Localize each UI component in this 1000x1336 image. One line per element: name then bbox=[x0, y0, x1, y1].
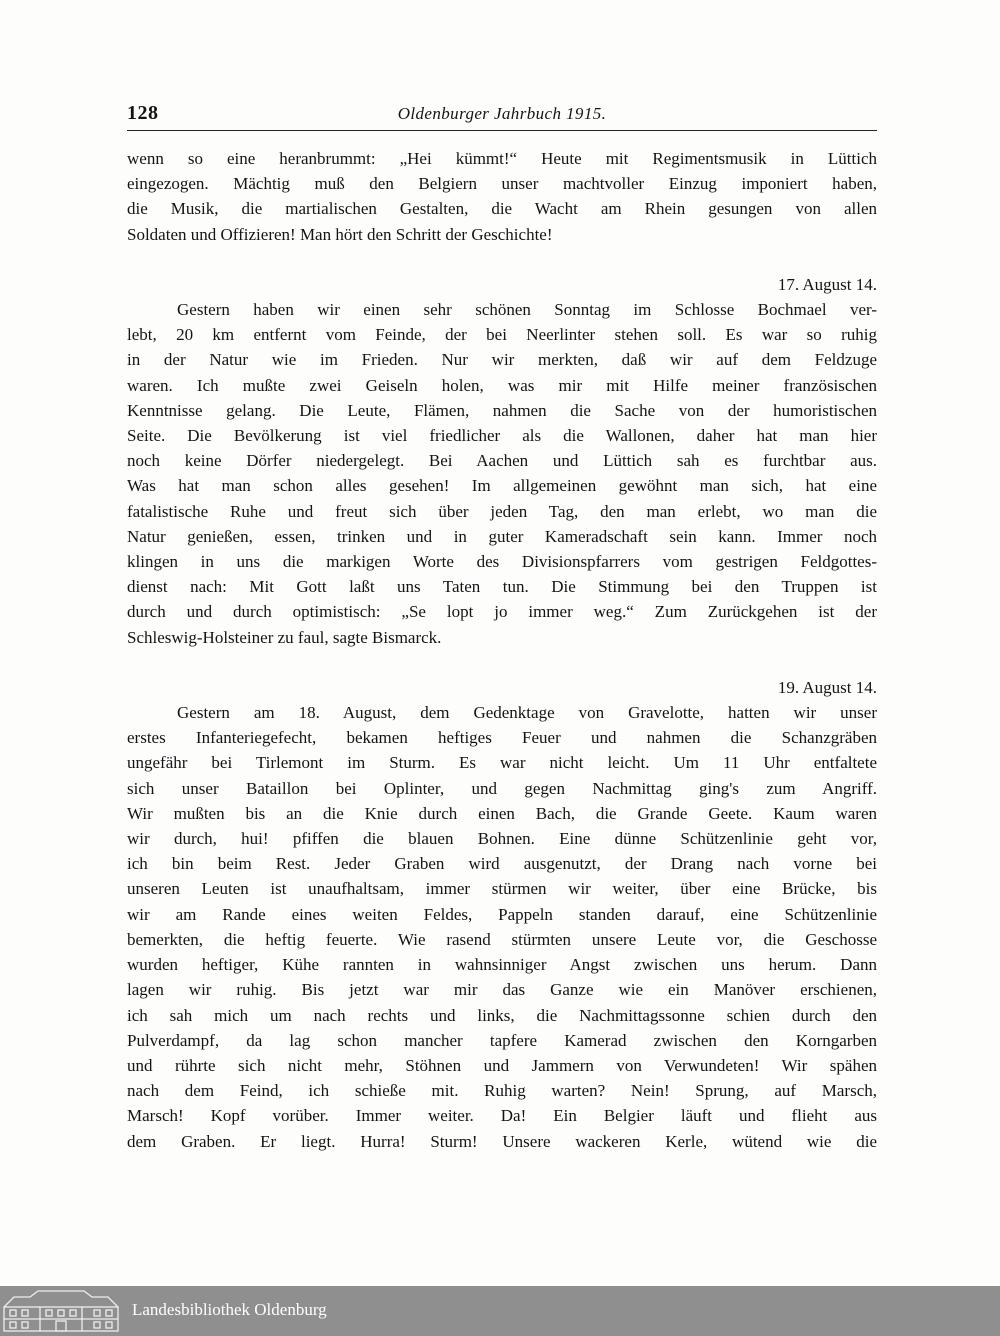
text-line: Gestern am 18. August, dem Gedenktage von Gravelotte, hatten wir unser bbox=[177, 703, 877, 723]
text-line: wir am Rande eines weiten Feldes, Pappeln standen darauf, eine Schützenlinie bbox=[127, 904, 877, 924]
text-line: fatalistische Ruhe und freut sich über jeden Tag, den man erlebt, wo man die bbox=[127, 501, 877, 521]
running-title: Oldenburger Jahrbuch 1915. bbox=[397, 104, 607, 123]
diary-entry bbox=[127, 272, 877, 650]
text-line: wenn so eine heranbrummt: „Hei kümmt!“ Heute mit Regimentsmusik in Lüttich bbox=[127, 149, 877, 168]
library-footer bbox=[0, 1286, 1000, 1336]
text-line: Wir mußten bis an die Knie durch einen Bach, die Grande Geete. Kaum waren bbox=[127, 803, 877, 823]
text-line: unseren Leuten ist unaufhaltsam, immer stürmen wir weiter, über eine Brücke, bis bbox=[127, 879, 877, 899]
text-line: klingen in uns die markigen Worte des Divisionspfarrers vom gestrigen Feldgottes- bbox=[127, 552, 877, 572]
text-line: und rührte sich nicht mehr, Stöhnen und Jammern von Verwundeten! Wir spähen bbox=[127, 1055, 877, 1075]
text-line: ungefähr bei Tirlemont im Sturm. Es war nicht leicht. Um 11 Uhr entfaltete bbox=[127, 753, 877, 773]
text-line: bemerkten, die heftig feuerte. Wie rasend stürmten unsere Leute vor, die Geschosse bbox=[127, 929, 877, 949]
text-line: nach dem Feind, ich schieße mit. Ruhig warten? Nein! Sprung, auf Marsch, bbox=[127, 1081, 877, 1101]
text-line: die Musik, die martialischen Gestalten, die Wacht am Rhein gesungen von allen bbox=[127, 199, 877, 219]
text-line: dem Graben. Er liegt. Hurra! Sturm! Unsere wackeren Kerle, wütend wie die bbox=[127, 1131, 877, 1151]
text-line: Seite. Die Bevölkerung ist viel friedlicher als die Wallonen, daher hat man hier bbox=[127, 426, 877, 446]
library-building-icon bbox=[0, 1289, 122, 1333]
text-line: wurden heftiger, Kühe rannten in wahnsinniger Angst zwischen uns herum. Dann bbox=[127, 955, 877, 975]
text-line: erstes Infanteriegefecht, bekamen heftiges Feuer und nahmen die Schanzgräben bbox=[127, 728, 877, 748]
library-name: Landesbibliothek Oldenburg bbox=[132, 1300, 327, 1319]
text-line: lagen wir ruhig. Bis jetzt war mir das Ganze wie ein Manöver erschienen, bbox=[127, 980, 877, 1000]
entry-date: 17. August 14. bbox=[777, 274, 877, 294]
text-line: Soldaten und Offizieren! Man hört den Schritt der Geschichte! bbox=[127, 224, 553, 244]
text-line: lebt, 20 km entfernt vom Feinde, der bei Neerlinter stehen soll. Es war so ruhig bbox=[127, 325, 877, 345]
text-line: Pulverdampf, da lag schon mancher tapfere Kamerad zwischen den Korngarben bbox=[127, 1030, 877, 1050]
text-line: durch und durch optimistisch: „Se lopt jo immer weg.“ Zum Zurückgehen ist der bbox=[127, 602, 877, 622]
text-line: ich sah mich um nach rechts und links, die Nachmittagssonne schien durch den bbox=[127, 1005, 877, 1025]
text-line: Gestern haben wir einen sehr schönen Sonntag im Schlosse Bochmael ver- bbox=[177, 300, 877, 320]
text-line: in der Natur wie im Frieden. Nur wir merkten, daß wir auf dem Feldzuge bbox=[127, 350, 877, 370]
text-line: Kenntnisse gelang. Die Leute, Flämen, nahmen die Sache von der humoristischen bbox=[127, 400, 877, 420]
text-line: sich unser Bataillon bei Oplinter, und gegen Nachmittag ging's zum Angriff. bbox=[127, 778, 877, 798]
text-line: Was hat man schon alles gesehen! Im allgemeinen gewöhnt man sich, hat eine bbox=[127, 476, 877, 496]
text-line: Marsch! Kopf vorüber. Immer weiter. Da! Ein Belgier läuft und flieht aus bbox=[127, 1106, 877, 1126]
diary-entry bbox=[127, 675, 877, 1154]
text-line: Natur genießen, essen, trinken und in guter Kameradschaft sein kann. Immer noch bbox=[127, 526, 877, 546]
text-line: noch keine Dörfer niedergelegt. Bei Aachen und Lüttich sah es furchtbar aus. bbox=[127, 451, 877, 471]
diary-text bbox=[127, 146, 877, 1154]
text-line: ich bin beim Rest. Jeder Graben wird ausgenutzt, der Drang nach vorne bei bbox=[127, 854, 877, 874]
page-header bbox=[127, 100, 877, 130]
text-line: wir durch, hui! pfiffen die blauen Bohnen. Eine dünne Schützenlinie geht vor, bbox=[127, 829, 877, 849]
header-rule bbox=[127, 130, 877, 131]
entry-date: 19. August 14. bbox=[777, 677, 877, 697]
text-line: eingezogen. Mächtig muß den Belgiern unser machtvoller Einzug imponiert haben, bbox=[127, 174, 877, 194]
text-line: waren. Ich mußte zwei Geiseln holen, was mir mit Hilfe meiner französischen bbox=[127, 375, 877, 395]
text-line: Schleswig-Holsteiner zu faul, sagte Bismarck. bbox=[127, 627, 442, 647]
text-line: dienst nach: Mit Gott laßt uns Taten tun. Die Stimmung bei den Truppen ist bbox=[127, 577, 877, 597]
page-number: 128 bbox=[127, 102, 159, 124]
diary-entry bbox=[127, 146, 877, 247]
